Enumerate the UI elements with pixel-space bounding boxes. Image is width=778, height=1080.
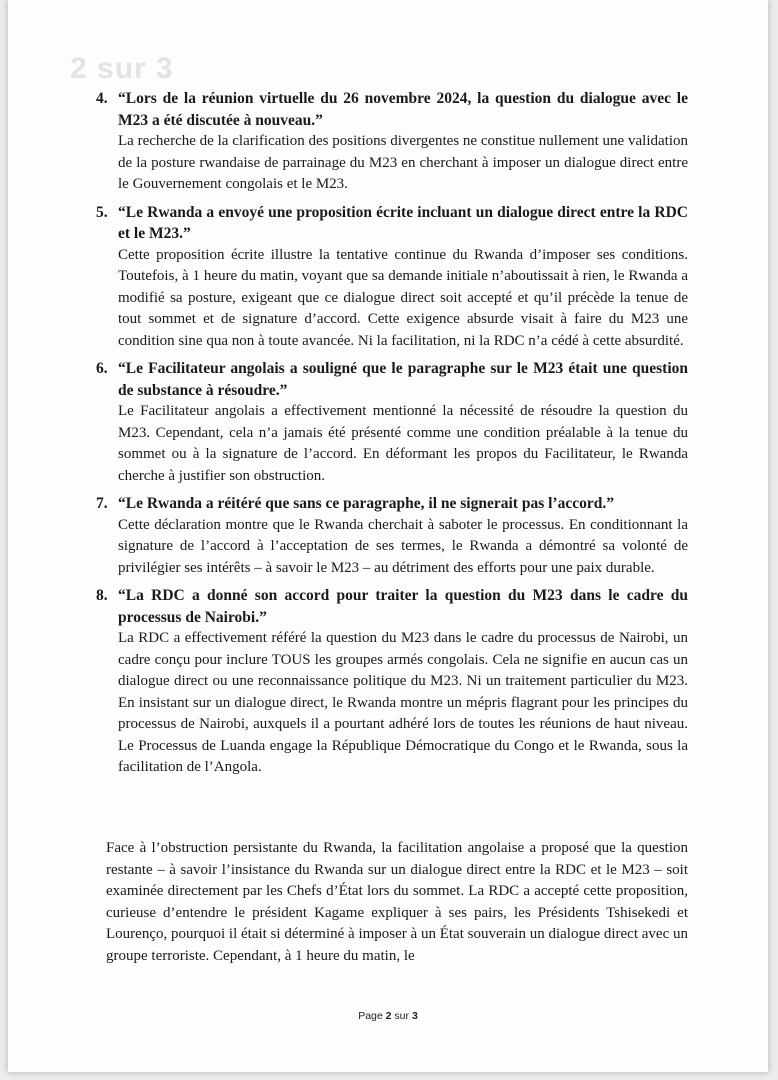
item-title: “La RDC a donné son accord pour traiter la question du M23 dans le cadre du processus de Nairobi.” [118, 587, 688, 626]
closing-paragraph: Face à l’obstruction persistante du Rwanda, la facilitation angolaise a proposé que la question restante – à savoir l’insistance du Rwanda sur un dialogue direct entre la RDC et le M23 – soit examinée directement par les Chefs d’État lors du sommet. La RDC a accepté cette proposition, curieuse d’entendre le président Kagame expliquer à ses pairs, les Présidents Tshisekedi et Lourenço, pourquoi il était si déterminé à imposer à un État souverain un dialogue direct avec un groupe terroriste. Cependant, à 1 heure du matin, le [106, 840, 688, 964]
item-title: “Lors de la réunion virtuelle du 26 novembre 2024, la question du dialogue avec le M23 a été discutée à nouveau.” [118, 90, 688, 129]
item-title: “Le Rwanda a réitéré que sans ce paragraphe, il ne signerait pas l’accord.” [118, 495, 614, 512]
list-item [8, 493, 768, 579]
item-number: 5. [96, 203, 108, 221]
footer-total-pages: 3 [411, 1010, 418, 1022]
item-body: Cette déclaration montre que le Rwanda cherchait à saboter le processus. En conditionnant la signature de l’accord à l’acceptation de ses termes, le Rwanda a démontré sa volonté de privilégier ses intérêts – à savoir le M23 – au détriment des efforts pour une paix durable. [118, 516, 688, 576]
item-number: 8. [96, 587, 108, 604]
list-item [8, 88, 768, 196]
item-title: “Le Rwanda a envoyé une proposition écrite incluant un dialogue direct entre la RDC et le M23.” [118, 203, 688, 242]
item-body: La RDC a effectivement référé la question du M23 dans le cadre du processus de Nairobi, un cadre conçu pour inclure TOUS les groupes armés congolais. Cela ne signifie en aucun cas un dialogue direct ou une reconnaissance politique du M23. Ni un traitement particulier du M23. En insistant sur un dialogue direct, le Rwanda montre un mépris flagrant pour les principes du processus de Nairobi, auxquels il a pourtant adhéré lors de toutes les réunions de haut niveau. Le Processus de Luanda engage la République Démocratique du Congo et le Rwanda, sous la facilitation de l’Angola. [118, 630, 688, 775]
page-footer [8, 1010, 768, 1022]
item-number: 7. [96, 495, 108, 512]
list-item [8, 585, 768, 779]
numbered-list [8, 88, 768, 785]
footer-middle: sur [391, 1010, 412, 1022]
footer-current-page: 2 [385, 1010, 392, 1022]
item-body: Cette proposition écrite illustre la tentative continue du Rwanda d’imposer ses conditions. Toutefois, à 1 heure du matin, voyant que sa demande initiale n’aboutissait à rien, le Rwanda a modifié sa posture, exigeant que ce dialogue direct soit accepté et qu’il précède la tenue de tout sommet et de signature d’accord. Cette exigence absurde visait à faire du M23 une condition sine qua non à toute avancée. Ni la facilitation, ni la RDC n’a cédé à cette absurdité. [118, 246, 688, 349]
footer-prefix: Page [358, 1010, 386, 1022]
list-item [8, 358, 768, 487]
page-watermark: 2 sur 3 [70, 52, 174, 85]
item-number: 4. [96, 90, 108, 107]
item-body: Le Facilitateur angolais a effectivement mentionné la nécessité de résoudre la question du M23. Cependant, cela n’a jamais été présenté comme une condition préalable à la tenue du sommet ou à la signature de l’accord. En déformant les propos du Facilitateur, le Rwanda cherche à justifier son obstruction. [118, 403, 688, 484]
document-page [8, 0, 768, 1072]
item-title: “Le Facilitateur angolais a souligné que le paragraphe sur le M23 était une question de substance à résoudre.” [118, 360, 688, 399]
item-number: 6. [96, 360, 108, 377]
item-body: La recherche de la clarification des positions divergentes ne constitue nullement une validation de la posture rwandaise de parrainage du M23 en cherchant à imposer un dialogue direct entre le Gouvernement congolais et le M23. [118, 133, 688, 192]
list-item [8, 202, 768, 353]
